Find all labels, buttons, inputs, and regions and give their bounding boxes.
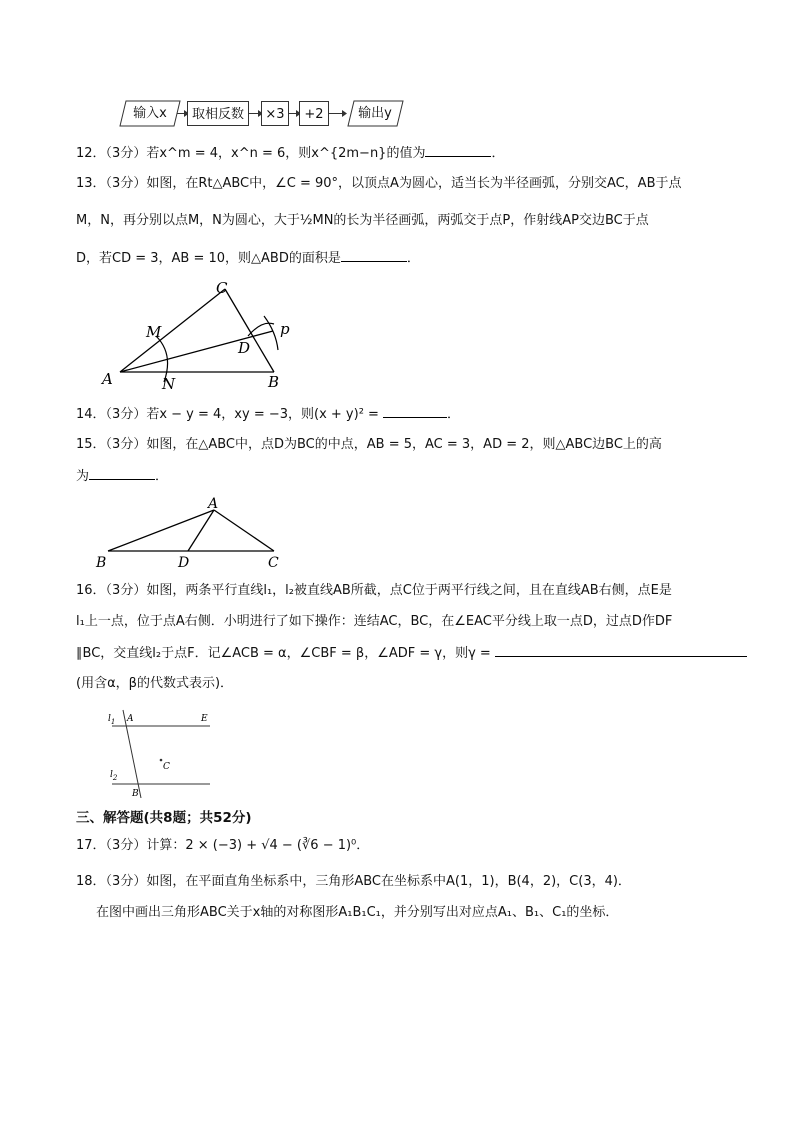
q13-label-P: p bbox=[280, 320, 290, 338]
q16-answer-blank[interactable] bbox=[495, 644, 747, 657]
q13-score: （3分） bbox=[105, 176, 147, 191]
q16-label-l1 bbox=[108, 714, 115, 726]
flow-plus2: +2 bbox=[299, 101, 329, 126]
q16-label-l1-main: l bbox=[108, 714, 111, 724]
q16-text-3: ∥BC，交直线l₂于点F．记∠ACB = α，∠CBF = β，∠ADF = γ，则γ = bbox=[76, 646, 491, 661]
q15-label-C: C bbox=[268, 555, 279, 570]
flow-negate: 取相反数 bbox=[187, 101, 249, 126]
q13-label-A: A bbox=[102, 370, 113, 388]
q16-label-E: E bbox=[201, 714, 208, 724]
q16-text-2: l₁上一点，位于点A右侧．小明进行了如下操作：连结AC，BC，在∠EAC平分线上取一点D，过点D作DF bbox=[76, 614, 673, 629]
question-12: 12．（3分）若x^m = 4，x^n = 6，则x^{2m−n}的值为 ． bbox=[76, 146, 505, 161]
section-3-title: 三、解答题(共8题；共52分) bbox=[76, 810, 252, 826]
question-17 bbox=[76, 837, 369, 855]
question-18-line2 bbox=[96, 904, 618, 922]
q18-number: 18． bbox=[76, 874, 106, 889]
q12-answer-blank[interactable] bbox=[425, 144, 491, 157]
q15-figure bbox=[92, 494, 292, 570]
q16-number: 16． bbox=[76, 583, 106, 598]
q13-label-B: B bbox=[268, 373, 280, 391]
q17-text: 计算：2 × (−3) + √4 − (∛6 − 1)⁰． bbox=[146, 838, 370, 853]
flow-output: 输出y bbox=[358, 106, 392, 121]
q15-text-2: 为 bbox=[76, 469, 90, 484]
q14-number: 14． bbox=[76, 407, 106, 422]
q15-label-A: A bbox=[208, 496, 219, 512]
question-16-line2 bbox=[76, 613, 672, 631]
q13-label-D: D bbox=[238, 339, 251, 357]
question-13-line3: D，若CD = 3，AB = 10，则△ABD的面积是 ． bbox=[76, 251, 420, 266]
q16-label-l2-main: l bbox=[110, 770, 113, 780]
q13-text-3: D，若CD = 3，AB = 10，则△ABD的面积是 bbox=[76, 251, 341, 266]
q16-label-B: B bbox=[132, 789, 139, 798]
question-16-line4 bbox=[76, 675, 233, 693]
q15-text-1: 如图，在△ABC中，点D为BC的中点，AB = 5，AC = 3，AD = 2，则△ABC边BC上的高 bbox=[146, 437, 662, 452]
q12-number: 12． bbox=[76, 146, 106, 161]
q16-figure bbox=[104, 706, 216, 798]
q16-label-C: C bbox=[163, 762, 170, 772]
q14-answer-blank[interactable] bbox=[383, 405, 447, 418]
question-13-line1 bbox=[76, 175, 682, 193]
q16-label-l2 bbox=[110, 770, 118, 782]
flow-times3: ×3 bbox=[261, 101, 289, 126]
question-18-line1 bbox=[76, 873, 631, 891]
q13-label-N: N bbox=[162, 375, 176, 393]
q12-text: 若x^m = 4，x^n = 6，则x^{2m−n}的值为 bbox=[146, 146, 426, 161]
q14-text: 若x − y = 4，xy = −3，则(x + y)² = bbox=[146, 407, 379, 422]
q16-label-l1-sub: 1 bbox=[110, 718, 116, 726]
q16-label-l2-sub: 2 bbox=[112, 774, 118, 782]
q17-number: 17． bbox=[76, 838, 106, 853]
q13-number: 13． bbox=[76, 176, 106, 191]
q13-text-1: 如图，在Rt△ABC中，∠C = 90°，以顶点A为圆心，适当长为半径画弧，分别交AC，AB于点 bbox=[146, 176, 682, 191]
question-15-line2: 为 ． bbox=[76, 469, 169, 484]
q17-score: （3分） bbox=[105, 838, 147, 853]
q13-label-C: C bbox=[216, 279, 228, 297]
q13-figure bbox=[98, 276, 308, 396]
q15-label-B: B bbox=[96, 555, 107, 570]
question-16-line1 bbox=[76, 582, 672, 600]
q13-answer-blank[interactable] bbox=[341, 249, 407, 262]
q15-label-D: D bbox=[178, 555, 190, 570]
q12-score: （3分） bbox=[105, 146, 147, 161]
question-14: 14．（3分）若x − y = 4，xy = −3，则(x + y)² = ． bbox=[76, 407, 460, 422]
q18-score: （3分） bbox=[105, 874, 147, 889]
q13-text-2: M，N，再分别以点M，N为圆心，大于½MN的长为半径画弧，两弧交于点P，作射线AP交边BC于点 bbox=[76, 213, 649, 228]
q13-label-M: M bbox=[146, 323, 162, 341]
q15-number: 15． bbox=[76, 437, 106, 452]
q15-answer-blank[interactable] bbox=[89, 467, 155, 480]
q14-score: （3分） bbox=[105, 407, 147, 422]
q18-text-1: 如图，在平面直角坐标系中，三角形ABC在坐标系中A(1，1)，B(4，2)，C(3，4)． bbox=[146, 874, 631, 889]
q16-score: （3分） bbox=[105, 583, 147, 598]
question-16-line3 bbox=[76, 644, 747, 663]
q16-text-4: (用含α，β的代数式表示)． bbox=[76, 676, 234, 691]
flow-input: 输入x bbox=[133, 106, 167, 121]
q18-text-2: 在图中画出三角形ABC关于x轴的对称图形A₁B₁C₁，并分别写出对应点A₁、B₁、C₁的坐标． bbox=[96, 905, 619, 920]
question-13-line2 bbox=[76, 212, 649, 230]
q15-score: （3分） bbox=[105, 437, 147, 452]
question-15-line1 bbox=[76, 436, 662, 454]
q16-label-A: A bbox=[127, 714, 134, 724]
q16-text-1: 如图，两条平行直线l₁，l₂被直线AB所截，点C位于两平行线之间，且在直线AB右侧，点E是 bbox=[146, 583, 672, 598]
